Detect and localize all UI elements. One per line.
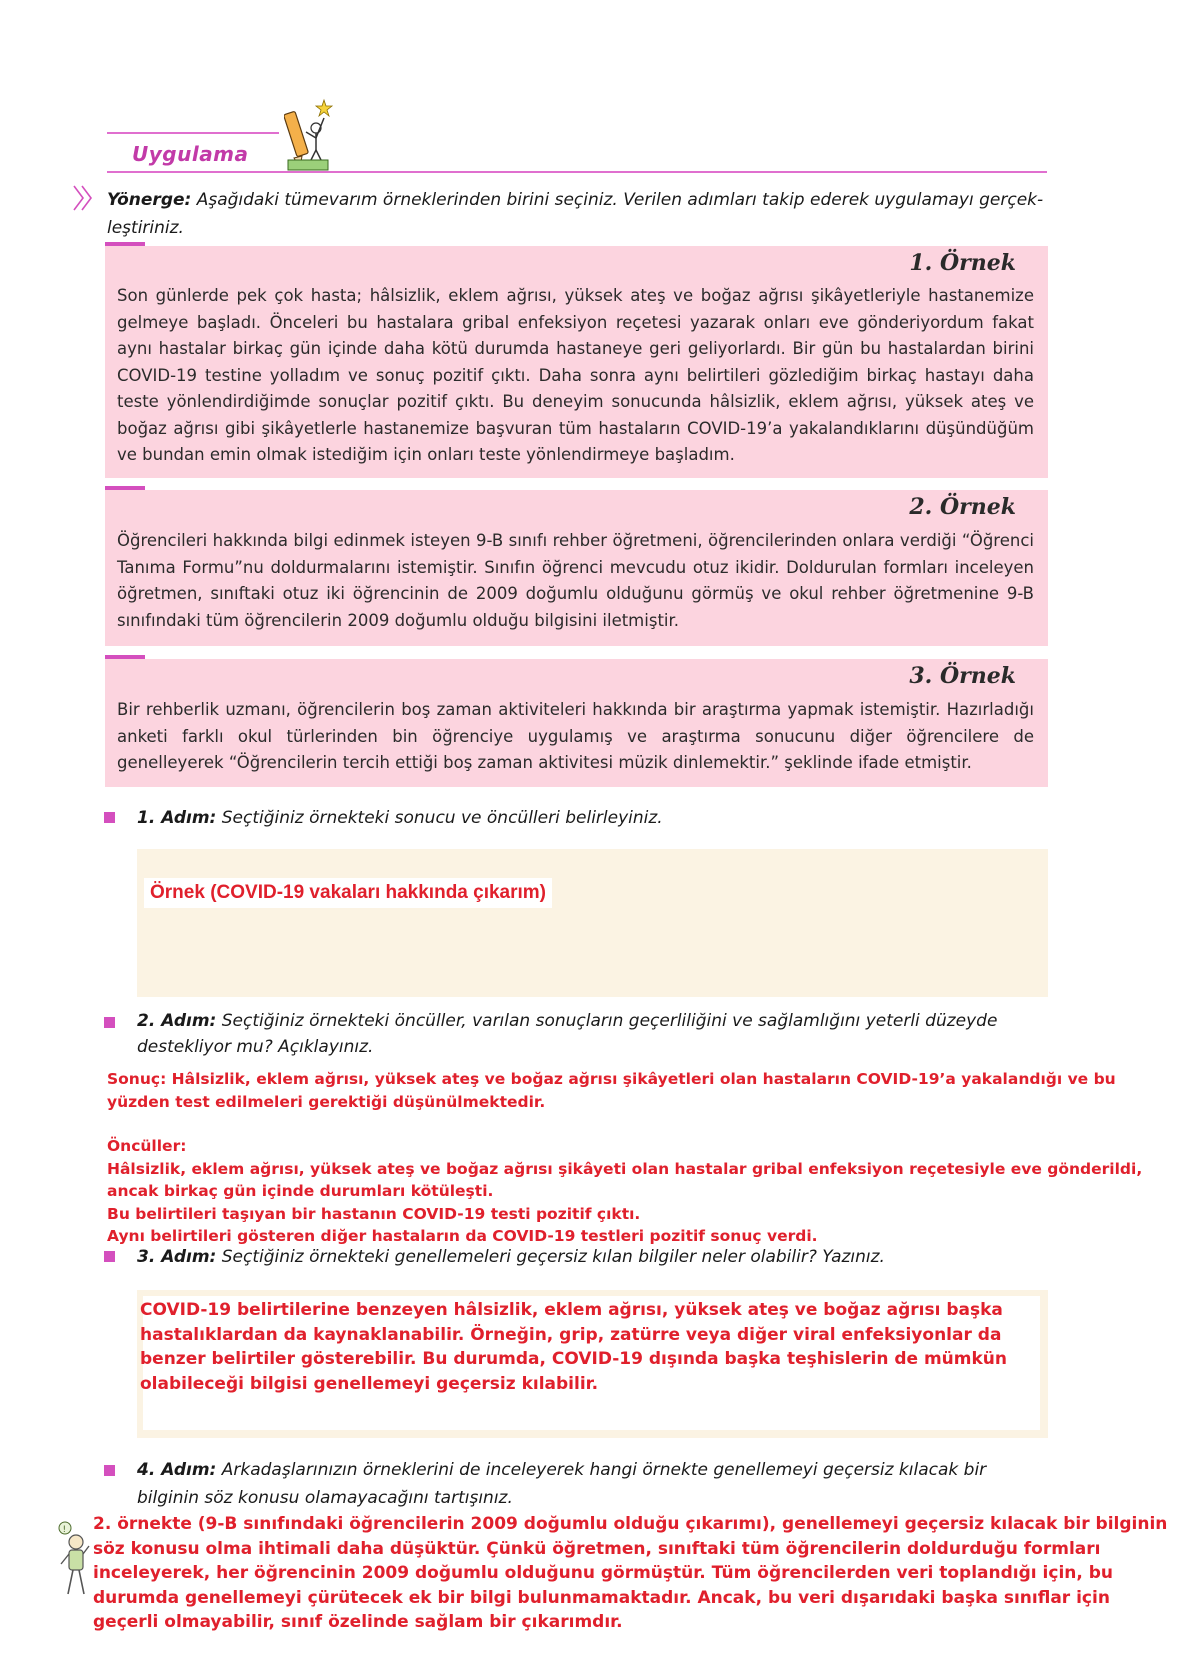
example-3-title: 3. Örnek — [909, 663, 1016, 689]
conclusion: Sonuç: Hâlsizlik, eklem ağrısı, yüksek ateş ve boğaz ağrısı şikâyetleri olan hastaların COVID-19’a yakalandığı ve bu yüzden test edilmeleri gerektiği düşünülmektedir. — [107, 1070, 1116, 1111]
step-4-text: Arkadaşlarınızın örneklerini de inceleyerek hangi örnekte genellemeyi geçersiz kılacak bir bilginin söz konusu olamayacağını tartışınız. — [137, 1460, 987, 1508]
step-3 — [137, 1243, 1037, 1271]
step-1-label: 1. Adım: — [137, 808, 217, 828]
step-1 — [137, 804, 1037, 832]
example-1-box — [105, 246, 1048, 478]
example-2-text: Öğrencileri hakkında bilgi edinmek isteyen 9-B sınıfı rehber öğretmeni, öğrencilerinden onlara verdiği “Öğrenci Tanıma Formu”nu doldurmalarını istemiştir. Sınıfın öğrenci mevcudu otuz ikidir. Doldurulan formları inceleyen öğretmen, sınıftaki otuz iki öğrencinin de 2009 doğumlu olduğunu görmüş ve okul rehber öğretmenine 9-B sınıfındaki tüm öğrencilerin 2009 doğumlu olduğu bilgisini iletmiştir. — [117, 531, 1034, 630]
example-3-text: Bir rehberlik uzmanı, öğrencilerin boş zaman aktiviteleri hakkında bir araştırma yapmak istemiştir. Hazırladığı anketi farklı okul türlerinden bin öğrenciye uygulamış ve araştırma sonucunu diğer öğrencilere de genelleyerek “Öğrencilerin tercih ettiği boş zaman aktivitesi müzik dinlemektir.” şeklinde ifade etmiştir. — [117, 700, 1034, 772]
instruction — [107, 186, 1047, 242]
step-4-answer: 2. örnekte (9-B sınıfındaki öğrencilerin 2009 doğumlu olduğu çıkarımı), genellemeyi geçersiz kılacak bir bilginin söz konusu olma ihtimali daha düşüktür. Çünkü öğretmen, sınıftaki tüm öğrencilerin doldurduğu formları inceleyerek, her öğrencinin 2009 doğumlu olduğunu görmüştür. Tüm öğrencilerden veri toplandığı için, bu durumda genellemeyi çürütecek ek bir bilgi bulunmamaktadır. Ancak, bu veri dışarıdaki başka sınıflar için geçerli olmayabilir, sınıf özelinde sağlam bir çıkarımdır. — [93, 1514, 1168, 1632]
svg-text:!: ! — [62, 1525, 67, 1535]
premises-title: Öncüller: — [107, 1137, 187, 1155]
step-2-text: Seçtiğiniz örnekteki öncüller, varılan sonuçların geçerliliğini ve sağlamlığını yeterli düzeyde destekliyor mu? Açıklayınız. — [137, 1011, 998, 1057]
step-1-answer: Örnek (COVID-19 vakaları hakkında çıkarım) — [144, 878, 552, 908]
step-1-text: Seçtiğiniz örnekteki sonucu ve öncülleri belirleyiniz. — [216, 808, 663, 828]
instruction-label: Yönerge: — [107, 190, 192, 210]
header-divider — [107, 171, 1047, 173]
step-2-answer — [107, 1068, 1177, 1248]
double-chevron-icon — [72, 183, 94, 213]
step-2-label: 2. Adım: — [137, 1011, 217, 1031]
step-4-label: 4. Adım: — [137, 1460, 217, 1480]
step-4-bullet — [104, 1465, 115, 1476]
example-1-text: Son günlerde pek çok hasta; hâlsizlik, eklem ağrısı, yüksek ateş ve boğaz ağrısı şikâyetleriyle hastanemize gelmeye başladı. Önceleri bu hastalara gribal enfeksiyon reçetesi yazarak onları eve gönderiyordum fakat aynı hastalar birkaç gün içinde daha kötü durumda hastaneye geri geliyorlardı. Bir gün bu hastalardan birini COVID-19 testine yolladım ve sonuç pozitif çıktı. Daha sonra aynı belirtileri gözlediğim birkaç hastayı daha teste yönlendirdiğimde sonuçlar pozitif çıktı. Bu deneyim sonucunda hâlsizlik, eklem ağrısı, yüksek ateş ve boğaz ağrısı gibi şikâyetlerle hastanemize başvuran tüm hastaların COVID-19’a yakalandıklarını düşündüğüm ve bundan emin olmak istediğim için onları teste yönlendirmeye başladım. — [117, 286, 1034, 464]
instruction-text: Aşağıdaki tümevarım örneklerinden birini seçiniz. Verilen adımları takip ederek uygulamayı gerçek-leştiriniz. — [107, 190, 1044, 238]
pencil-character-icon — [284, 98, 336, 172]
thinking-child-icon — [56, 1520, 96, 1600]
premise-3: Aynı belirtileri gösteren diğer hastaların da COVID-19 testleri pozitif sonuç verdi. — [107, 1227, 818, 1245]
premise-2: Bu belirtileri taşıyan bir hastanın COVID-19 testi pozitif çıktı. — [107, 1204, 641, 1223]
step-2 — [137, 1008, 1037, 1060]
step-4 — [137, 1456, 1047, 1512]
section-title: Uygulama — [132, 142, 249, 166]
example-3-box — [105, 659, 1048, 787]
premise-1: Hâlsizlik, eklem ağrısı, yüksek ateş ve boğaz ağrısı şikâyeti olan hastalar gribal enfeksiyon reçetesiyle eve gönderildi, ancak birkaç gün içinde durumları kötüleşti. — [107, 1159, 1143, 1200]
example-2-title: 2. Örnek — [909, 494, 1016, 520]
step-2-bullet — [104, 1017, 115, 1028]
step-3-text: Seçtiğiniz örnekteki genellemeleri geçersiz kılan bilgiler neler olabilir? Yazınız. — [216, 1247, 885, 1267]
header-divider-short — [107, 132, 279, 134]
step-1-answer-box[interactable] — [137, 849, 1048, 997]
example-2-box — [105, 490, 1048, 646]
step-1-bullet — [104, 812, 115, 823]
step-3-label: 3. Adım: — [137, 1247, 217, 1267]
step-3-answer: COVID-19 belirtilerine benzeyen hâlsizlik, eklem ağrısı, yüksek ateş ve boğaz ağrısı başka hastalıklardan da kaynaklanabilir. Örneğin, grip, zatürre veya diğer viral enfeksiyonlar da benzer belirtiler gösterebilir. Bu durumda, COVID-19 dışında başka teşhislerin de mümkün olabileceği bilgisi genellemeyi geçersiz kılabilir. — [140, 1300, 1008, 1394]
example-1-title: 1. Örnek — [909, 250, 1016, 276]
step-3-bullet — [104, 1251, 115, 1262]
